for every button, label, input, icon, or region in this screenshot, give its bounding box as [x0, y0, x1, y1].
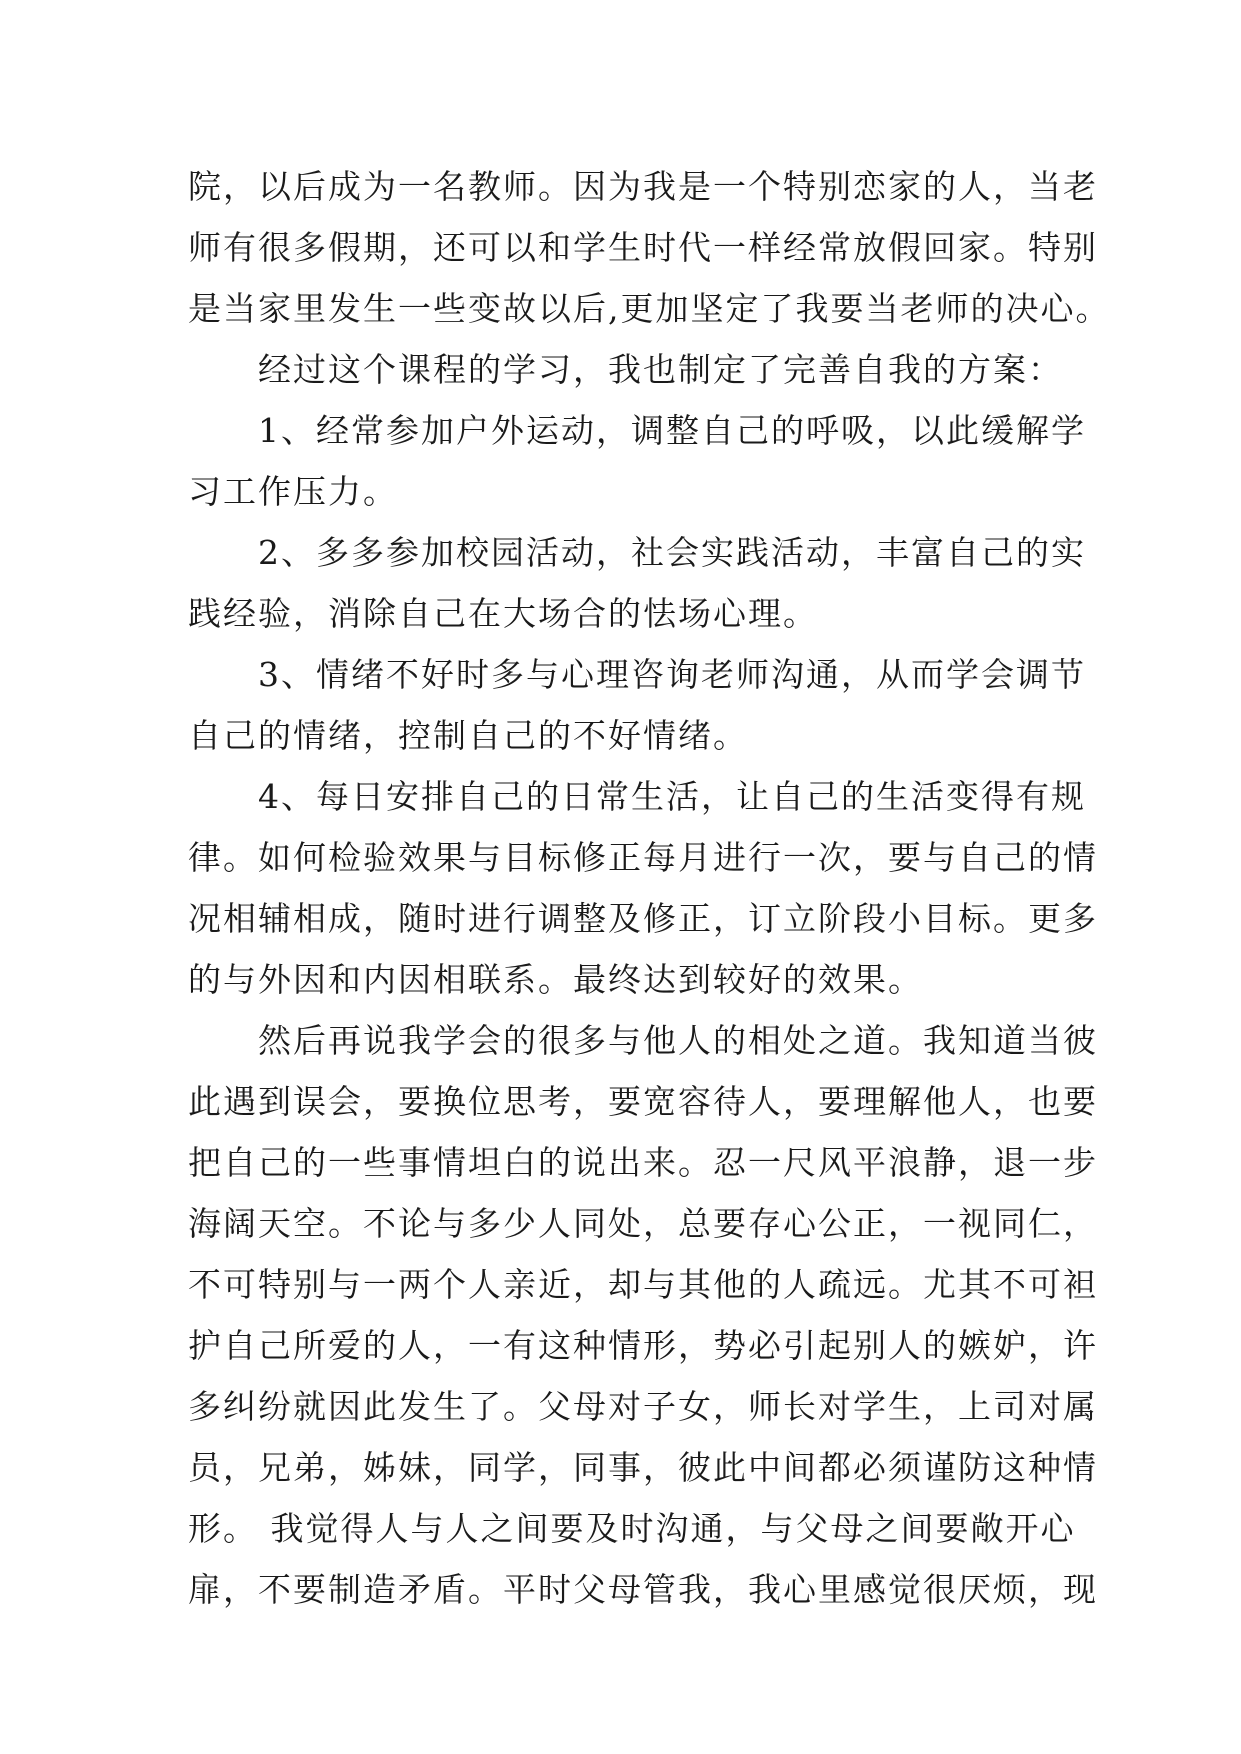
list-item-1-continuation: 习工作压力。: [188, 472, 398, 511]
list-item-4-line: 4、每日安排自己的日常生活，让自己的生活变得有规: [258, 777, 1086, 816]
paragraph-first-line: 然后再说我学会的很多与他人的相处之道。我知道当彼: [258, 1021, 1098, 1060]
text-line: 是当家里发生一些变故以后,更加坚定了我要当老师的决心。: [188, 289, 1111, 328]
list-item-4-continuation: 律。如何检验效果与目标修正每月进行一次，要与自己的情: [188, 838, 1098, 877]
list-item-3-line: 3、情绪不好时多与心理咨询老师沟通，从而学会调节: [258, 655, 1086, 694]
text-line: 员，兄弟，姊妹，同学，同事，彼此中间都必须谨防这种情: [188, 1448, 1098, 1487]
paragraph-first-line: 经过这个课程的学习，我也制定了完善自我的方案：: [258, 350, 1063, 389]
list-item-4-continuation: 的与外因和内因相联系。最终达到较好的效果。: [188, 960, 923, 999]
list-item-3-continuation: 自己的情绪，控制自己的不好情绪。: [188, 716, 748, 755]
list-item-4-continuation: 况相辅相成，随时进行调整及修正，订立阶段小目标。更多: [188, 899, 1098, 938]
text-line: 不可特别与一两个人亲近，却与其他的人疏远。尤其不可袒: [188, 1265, 1098, 1304]
text-line: 形。 我觉得人与人之间要及时沟通，与父母之间要敞开心: [188, 1509, 1076, 1548]
text-line: 多纠纷就因此发生了。父母对子女，师长对学生，上司对属: [188, 1387, 1098, 1426]
text-line: 师有很多假期，还可以和学生时代一样经常放假回家。特别: [188, 228, 1098, 267]
list-item-2-continuation: 践经验，消除自己在大场合的怯场心理。: [188, 594, 818, 633]
list-item-1-line: 1、经常参加户外运动，调整自己的呼吸，以此缓解学: [258, 411, 1086, 450]
text-line: 把自己的一些事情坦白的说出来。忍一尺风平浪静，退一步: [188, 1143, 1098, 1182]
text-line: 护自己所爱的人，一有这种情形，势必引起别人的嫉妒，许: [188, 1326, 1098, 1365]
text-line: 海阔天空。不论与多少人同处，总要存心公正，一视同仁，: [188, 1204, 1098, 1243]
list-item-2-line: 2、多多参加校园活动，社会实践活动，丰富自己的实: [258, 533, 1086, 572]
text-line: 院，以后成为一名教师。因为我是一个特别恋家的人，当老: [188, 167, 1098, 206]
text-line: 扉，不要制造矛盾。平时父母管我，我心里感觉很厌烦，现: [188, 1570, 1098, 1609]
text-line: 此遇到误会，要换位思考，要宽容待人，要理解他人，也要: [188, 1082, 1098, 1121]
body-text: [188, 156, 1111, 1620]
